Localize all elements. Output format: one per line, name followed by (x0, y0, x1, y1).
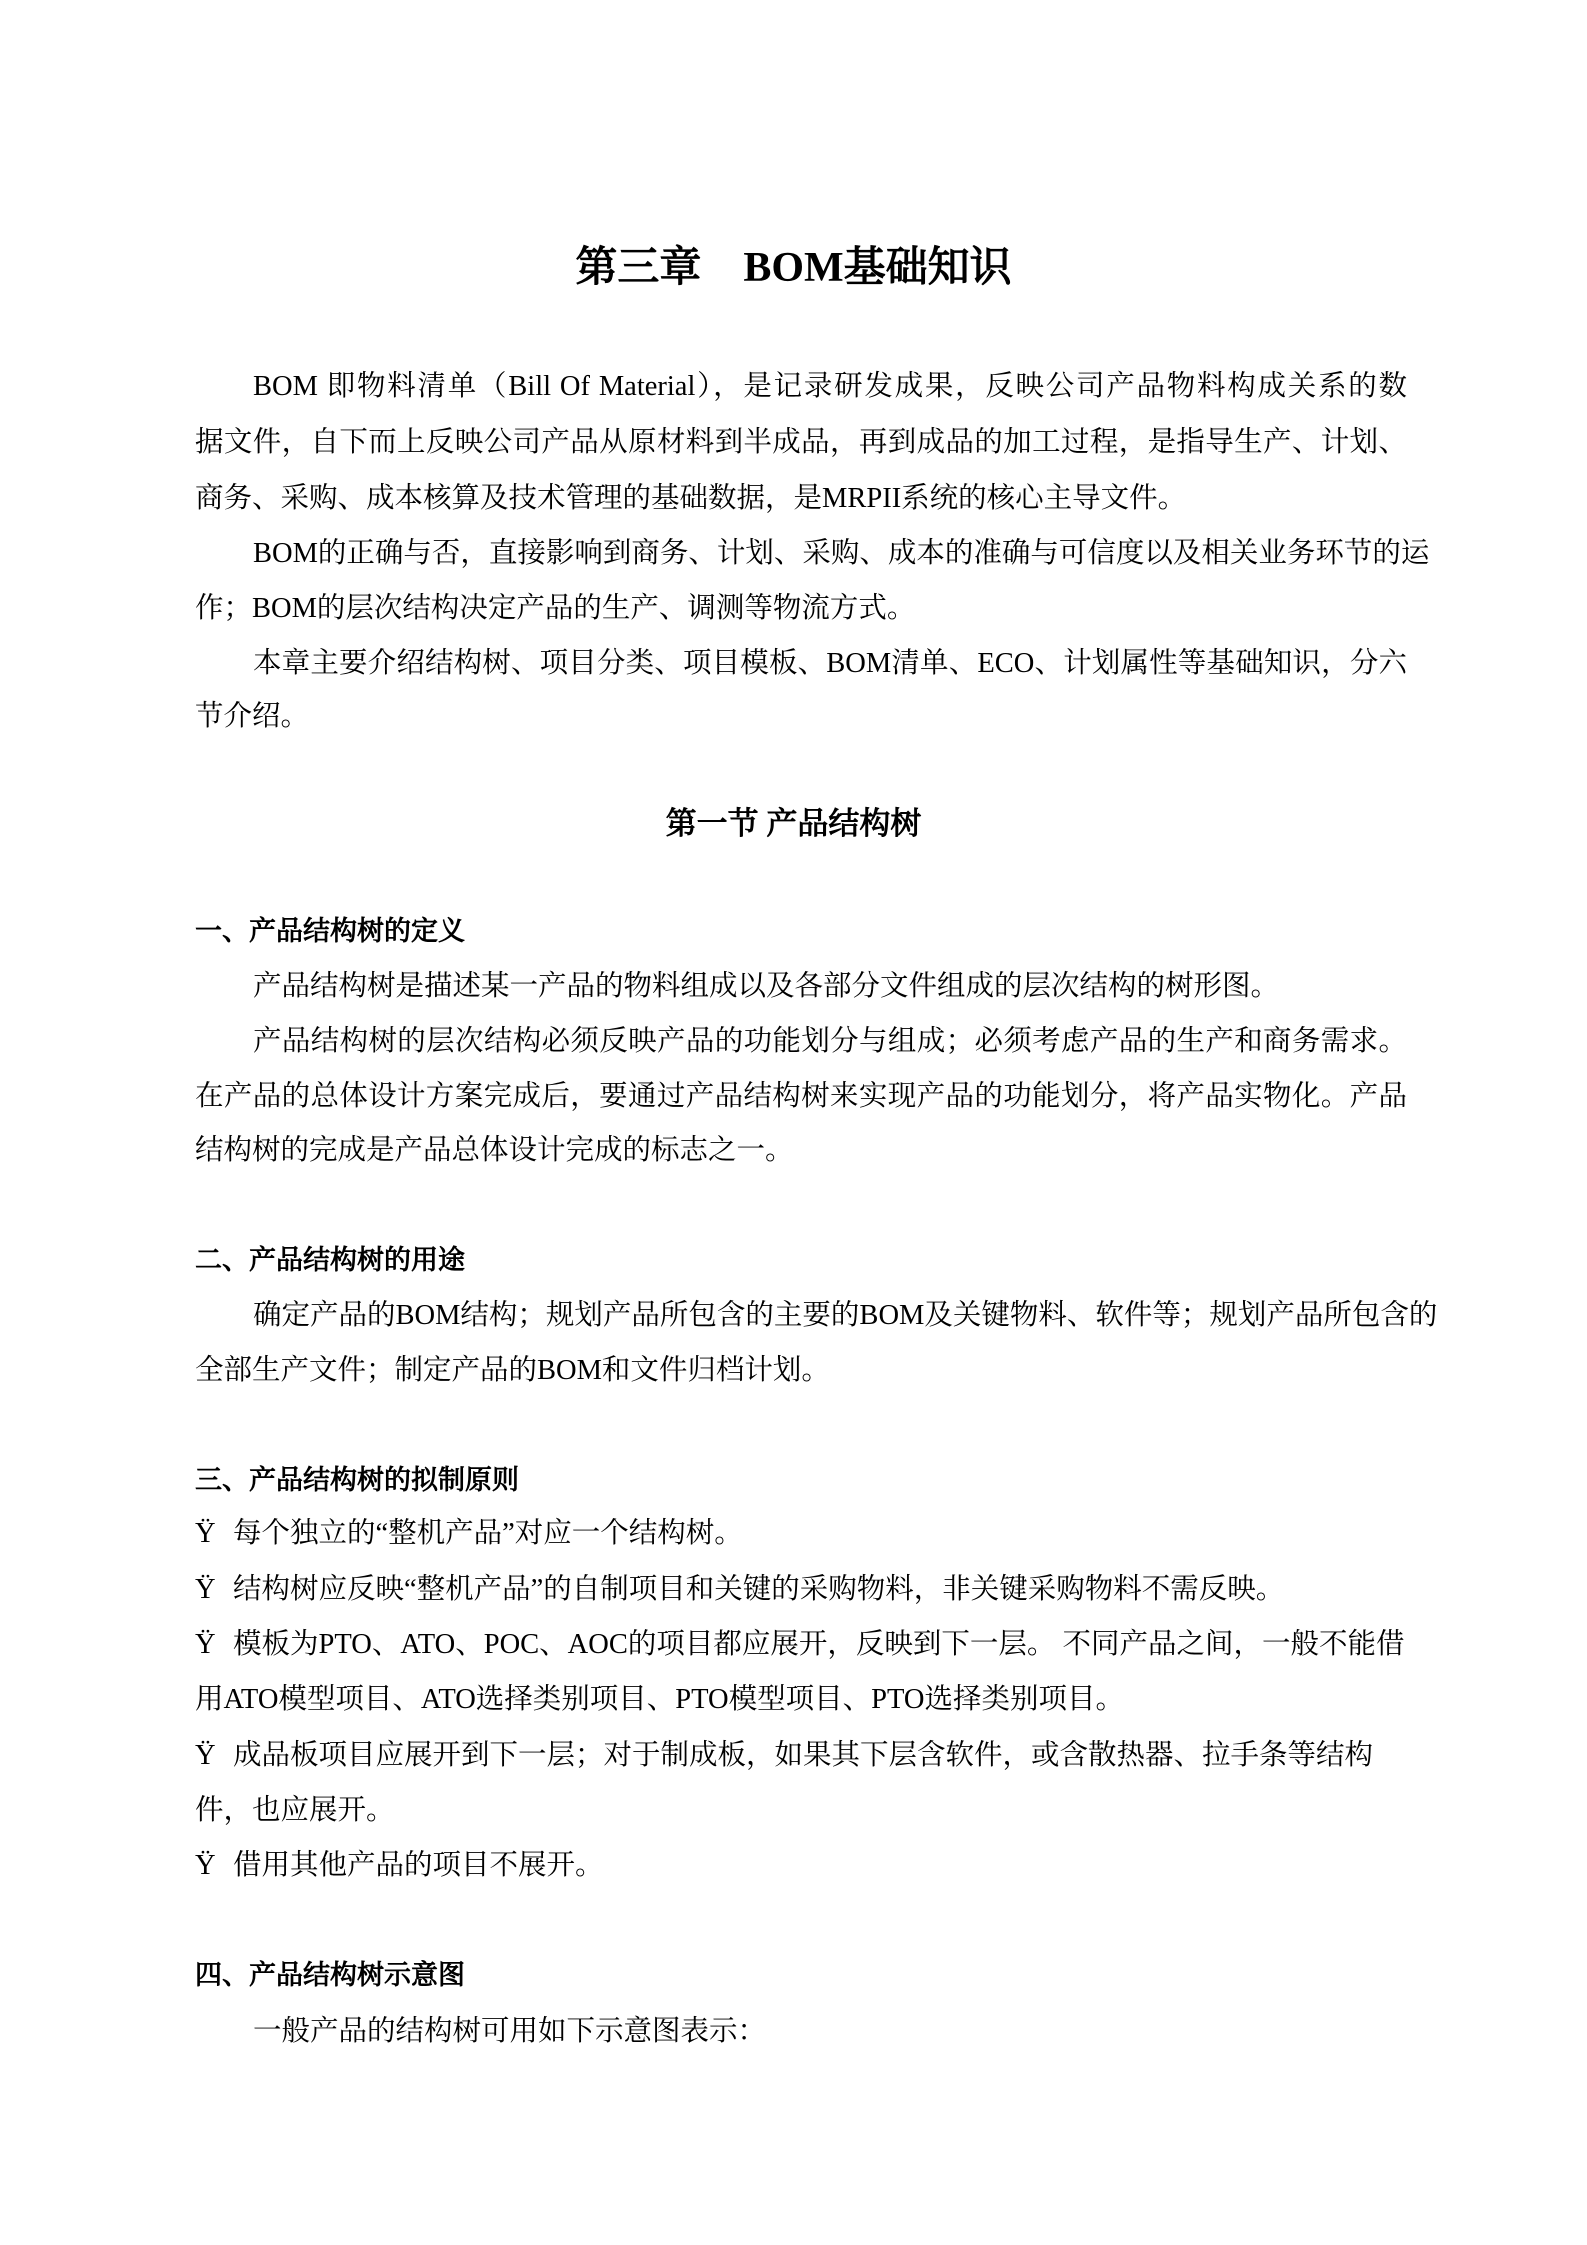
bullet-icon: Ÿ (195, 1518, 216, 1549)
body-line: 结构树的完成是产品总体设计完成的标志之一。 (195, 1135, 794, 1166)
intro-p1-line: BOM 即物料清单（Bill Of Material），是记录研发成果，反映公司产品物料构成关系的数 (253, 371, 1407, 402)
bullet-continuation: 件，也应展开。 (195, 1795, 395, 1826)
intro-p2-line: BOM的正确与否，直接影响到商务、计划、采购、成本的准确与可信度以及相关业务环节的运 (253, 538, 1430, 569)
intro-p3-line: 本章主要介绍结构树、项目分类、项目模板、BOM清单、ECO、计划属性等基础知识，分六 (253, 648, 1407, 679)
body-line: 在产品的总体设计方案完成后，要通过产品结构树来实现产品的功能划分，将产品实物化。产品 (195, 1081, 1407, 1112)
subheading: 一、产品结构树的定义 (195, 916, 465, 947)
bullet-item (195, 1514, 1407, 1554)
body-line: 确定产品的BOM结构；规划产品所包含的主要的BOM及关键物料、软件等；规划产品所包含的 (253, 1300, 1438, 1331)
chapter-title: 第三章 BOM基础知识 (575, 245, 1012, 291)
body-line: 产品结构树是描述某一产品的物料组成以及各部分文件组成的层次结构的树形图。 (253, 971, 1280, 1002)
bullet-text: 借用其他产品的项目不展开。 (233, 1850, 604, 1881)
bullet-icon: Ÿ (195, 1740, 216, 1771)
bullet-icon: Ÿ (195, 1850, 216, 1881)
body-line: 全部生产文件；制定产品的BOM和文件归档计划。 (195, 1355, 830, 1386)
bullet-item (195, 1846, 1407, 1886)
intro-p1-line: 商务、采购、成本核算及技术管理的基础数据，是MRPII系统的核心主导文件。 (195, 483, 1187, 514)
bullet-icon: Ÿ (195, 1574, 216, 1605)
bullet-text: 模板为PTO、ATO、POC、AOC的项目都应展开，反映到下一层。 不同产品之间，一般不能借 (233, 1629, 1405, 1660)
subheading: 三、产品结构树的拟制原则 (195, 1465, 519, 1496)
intro-p2-line: 作；BOM的层次结构决定产品的生产、调测等物流方式。 (195, 593, 916, 624)
intro-p1-line: 据文件，自下而上反映公司产品从原材料到半成品，再到成品的加工过程，是指导生产、计划、 (195, 427, 1407, 458)
bullet-icon: Ÿ (195, 1629, 216, 1660)
subheading: 二、产品结构树的用途 (195, 1245, 465, 1276)
bullet-continuation: 用ATO模型项目、ATO选择类别项目、PTO模型项目、PTO选择类别项目。 (195, 1684, 1124, 1715)
bullet-item (195, 1625, 1407, 1665)
bullet-item (195, 1736, 1407, 1776)
bullet-text: 每个独立的“整机产品”对应一个结构树。 (233, 1518, 743, 1549)
intro-p3-line: 节介绍。 (195, 701, 310, 732)
body-line: 产品结构树的层次结构必须反映产品的功能划分与组成；必须考虑产品的生产和商务需求。 (253, 1026, 1407, 1057)
bullet-text: 成品板项目应展开到下一层；对于制成板，如果其下层含软件，或含散热器、拉手条等结构 (233, 1740, 1374, 1771)
body-line: 一般产品的结构树可用如下示意图表示： (253, 2016, 767, 2047)
section-title: 第一节 产品结构树 (665, 806, 922, 841)
subheading: 四、产品结构树示意图 (195, 1960, 465, 1991)
bullet-text: 结构树应反映“整机产品”的自制项目和关键的采购物料，非关键采购物料不需反映。 (233, 1574, 1285, 1605)
bullet-item (195, 1570, 1407, 1610)
